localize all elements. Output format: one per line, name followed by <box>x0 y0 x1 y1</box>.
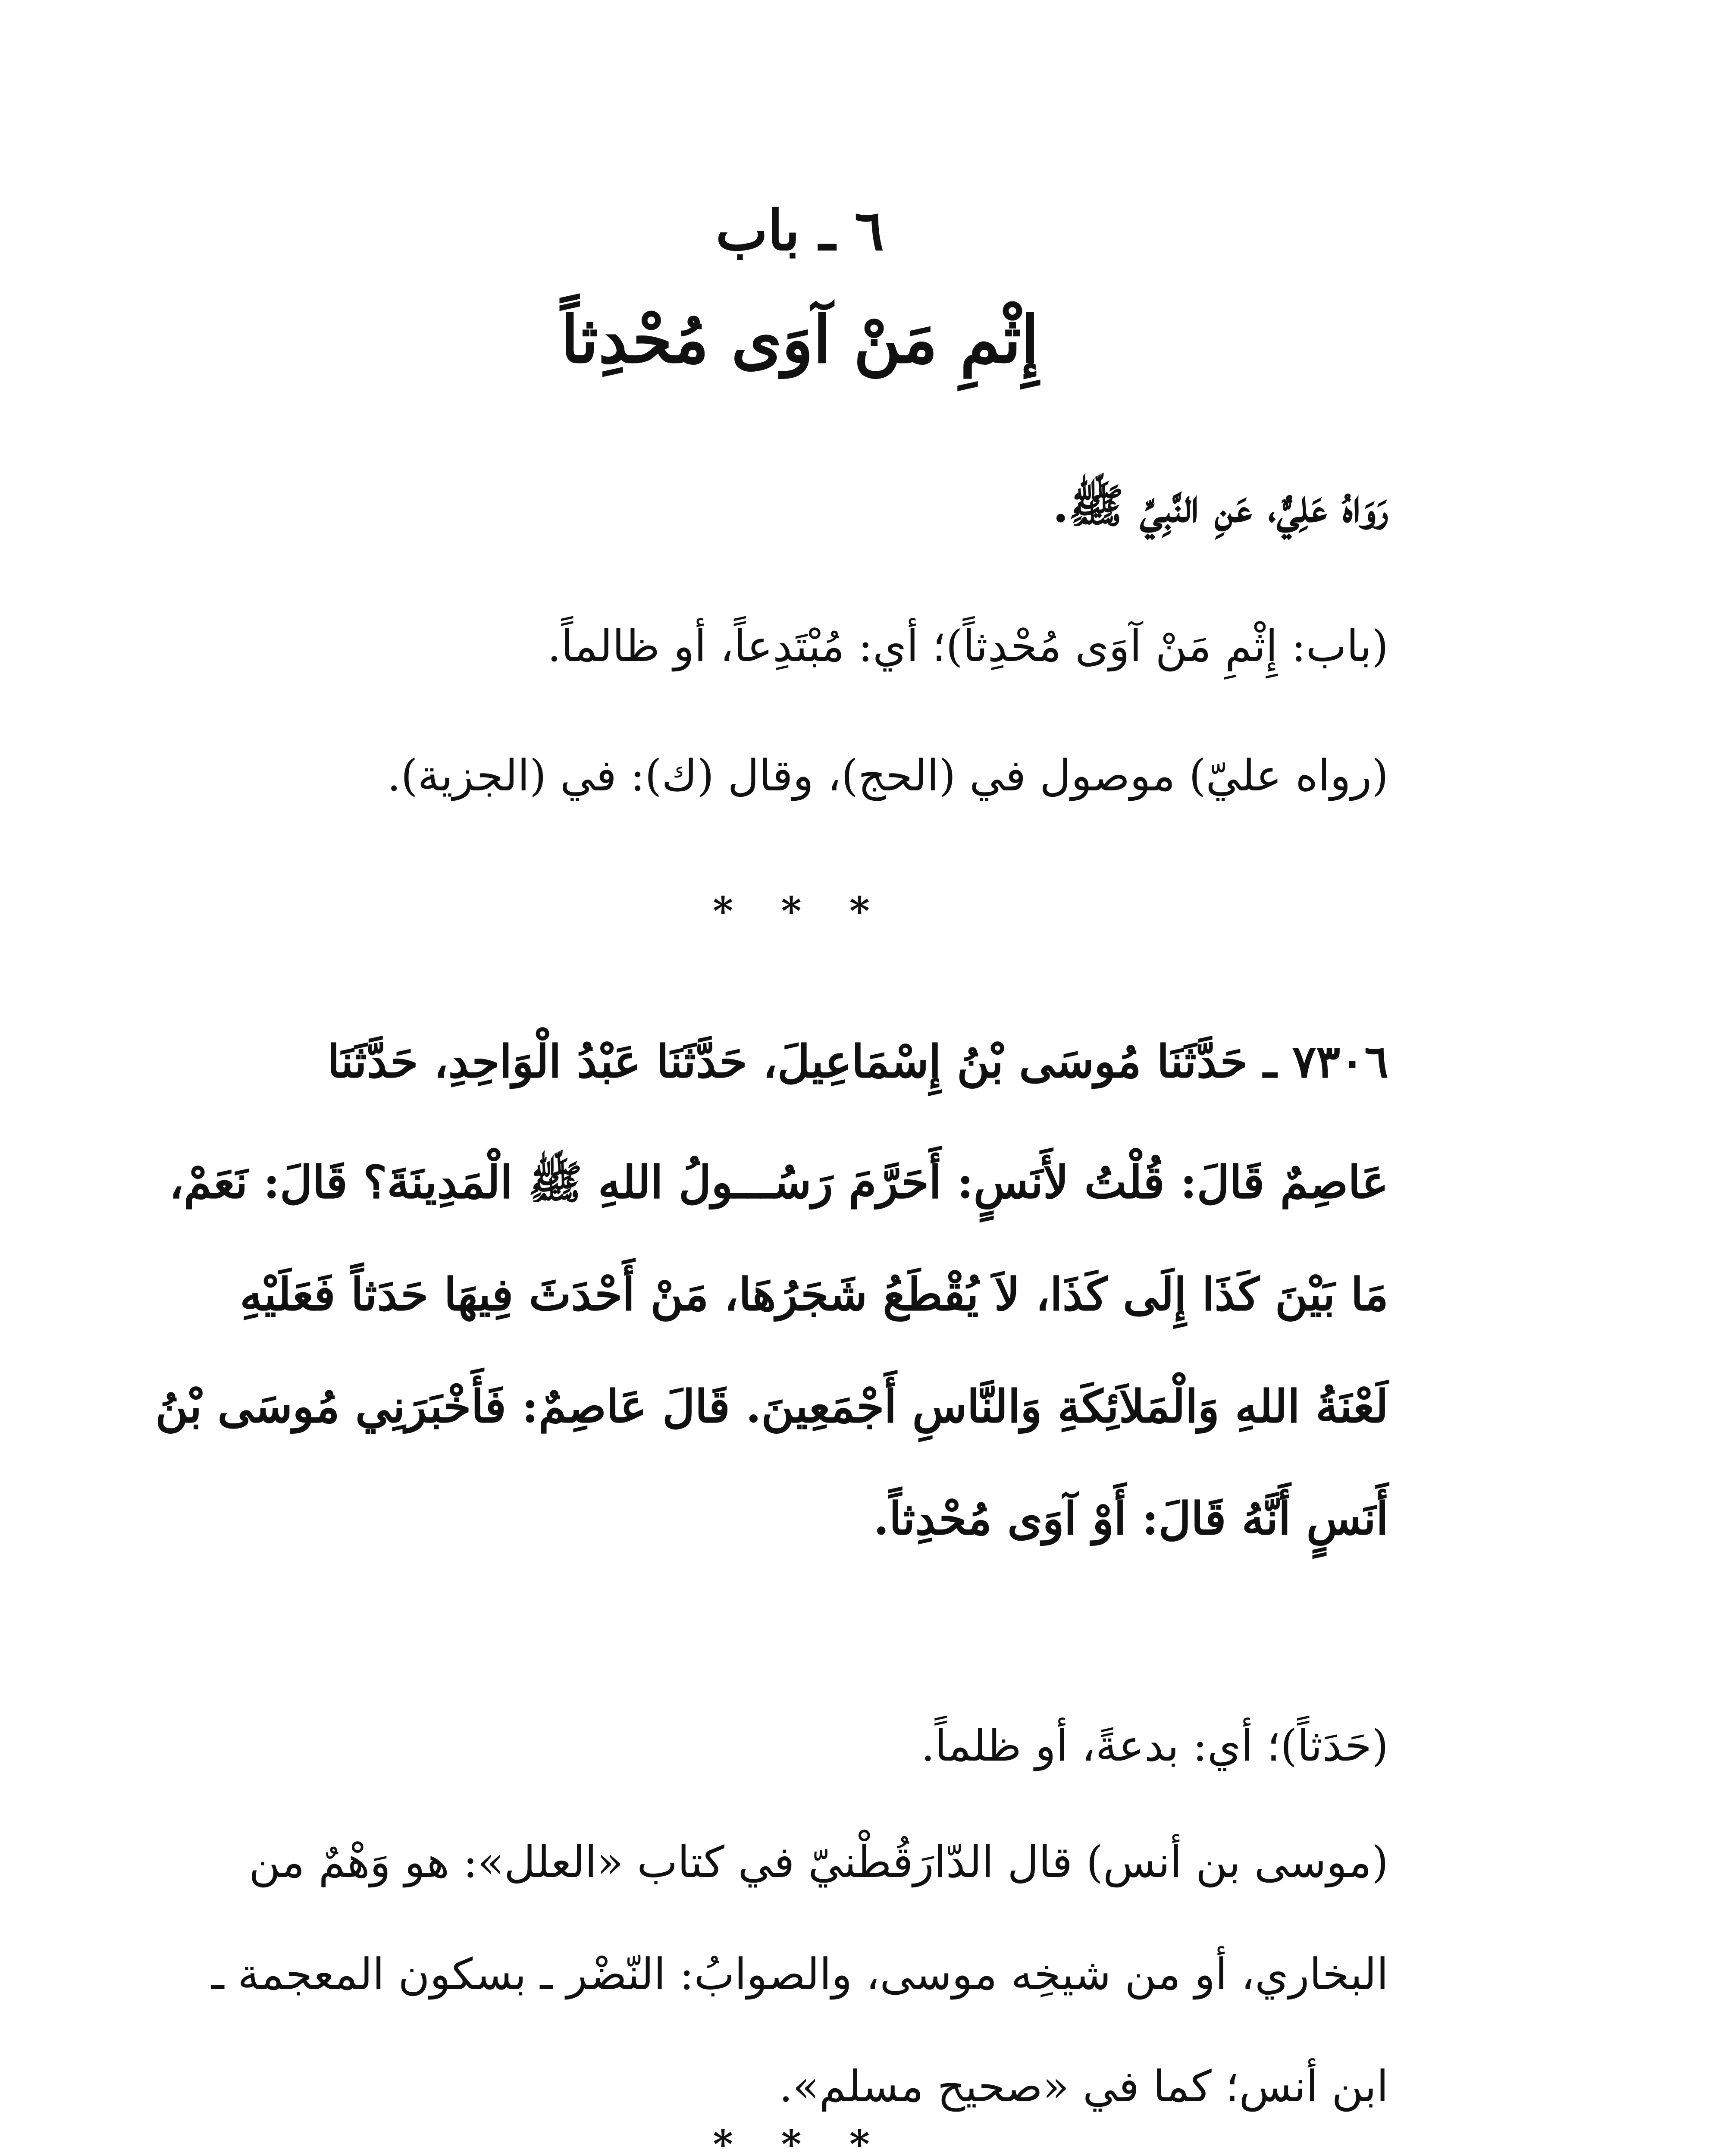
note-line: ابن أنس؛ كما في «صحيح مسلم». <box>779 2061 1388 2112</box>
hadith-line: أَنَسٍ أَنَّهُ قَالَ: أَوْ آوَى مُحْدِثاً. <box>873 1492 1388 1545</box>
note-line: (حَدَثاً)؛ أي: بدعةً، أو ظلماً. <box>921 1720 1388 1771</box>
section-separator: * * * <box>713 888 887 934</box>
note-line: (موسى بن أنس) قال الدّارَقُطْنيّ في كتاب «العلل»: هو وَهْمٌ من <box>248 1837 1388 1887</box>
commentary-line: (رواه عليّ) موصول في (الحج)، وقال (ك): في (الجزية). <box>387 750 1388 801</box>
section-separator: * * * <box>713 2122 887 2156</box>
commentary-line: (باب: إِثْمِ مَنْ آوَى مُحْدِثاً)؛ أي: مُبْتَدِعاً، أو ظالماً. <box>547 621 1388 671</box>
hadith-line: ٧٣٠٦ ـ حَدَّثَنَا مُوسَى بْنُ إِسْمَاعِيلَ، حَدَّثَنَا عَبْدُ الْوَاحِدِ، حَدَّثَنَا <box>327 1035 1388 1088</box>
hadith-line: عَاصِمٌ قَالَ: قُلْتُ لأَنَسٍ: أَحَرَّمَ رَسُـــولُ اللهِ ﷺ الْمَدِينَةَ؟ قَالَ: نَعَمْ، <box>169 1156 1388 1209</box>
hadith-line: لَعْنَةُ اللهِ وَالْمَلاَئِكَةِ وَالنَّاسِ أَجْمَعِينَ. قَالَ عَاصِمٌ: فَأَخْبَرَنِي مُوسَى بْنُ <box>155 1380 1388 1433</box>
chapter-number: ٦ ـ باب <box>715 198 884 263</box>
chapter-title: إِثْمِ مَنْ آوَى مُحْدِثاً <box>561 302 1039 378</box>
intro-line: رَوَاهُ عَلِيٌّ، عَنِ النَّبِيِّ ﷺ. <box>1053 479 1388 533</box>
hadith-line: مَا بَيْنَ كَذَا إِلَى كَذَا، لاَ يُقْطَعُ شَجَرُهَا، مَنْ أَحْدَثَ فِيهَا حَدَثاً فَعَلَيْهِ <box>240 1268 1388 1321</box>
note-line: البخاري، أو من شيخِه موسى، والصوابُ: النّضْر ـ بسكون المعجمة ـ <box>211 1949 1388 1999</box>
